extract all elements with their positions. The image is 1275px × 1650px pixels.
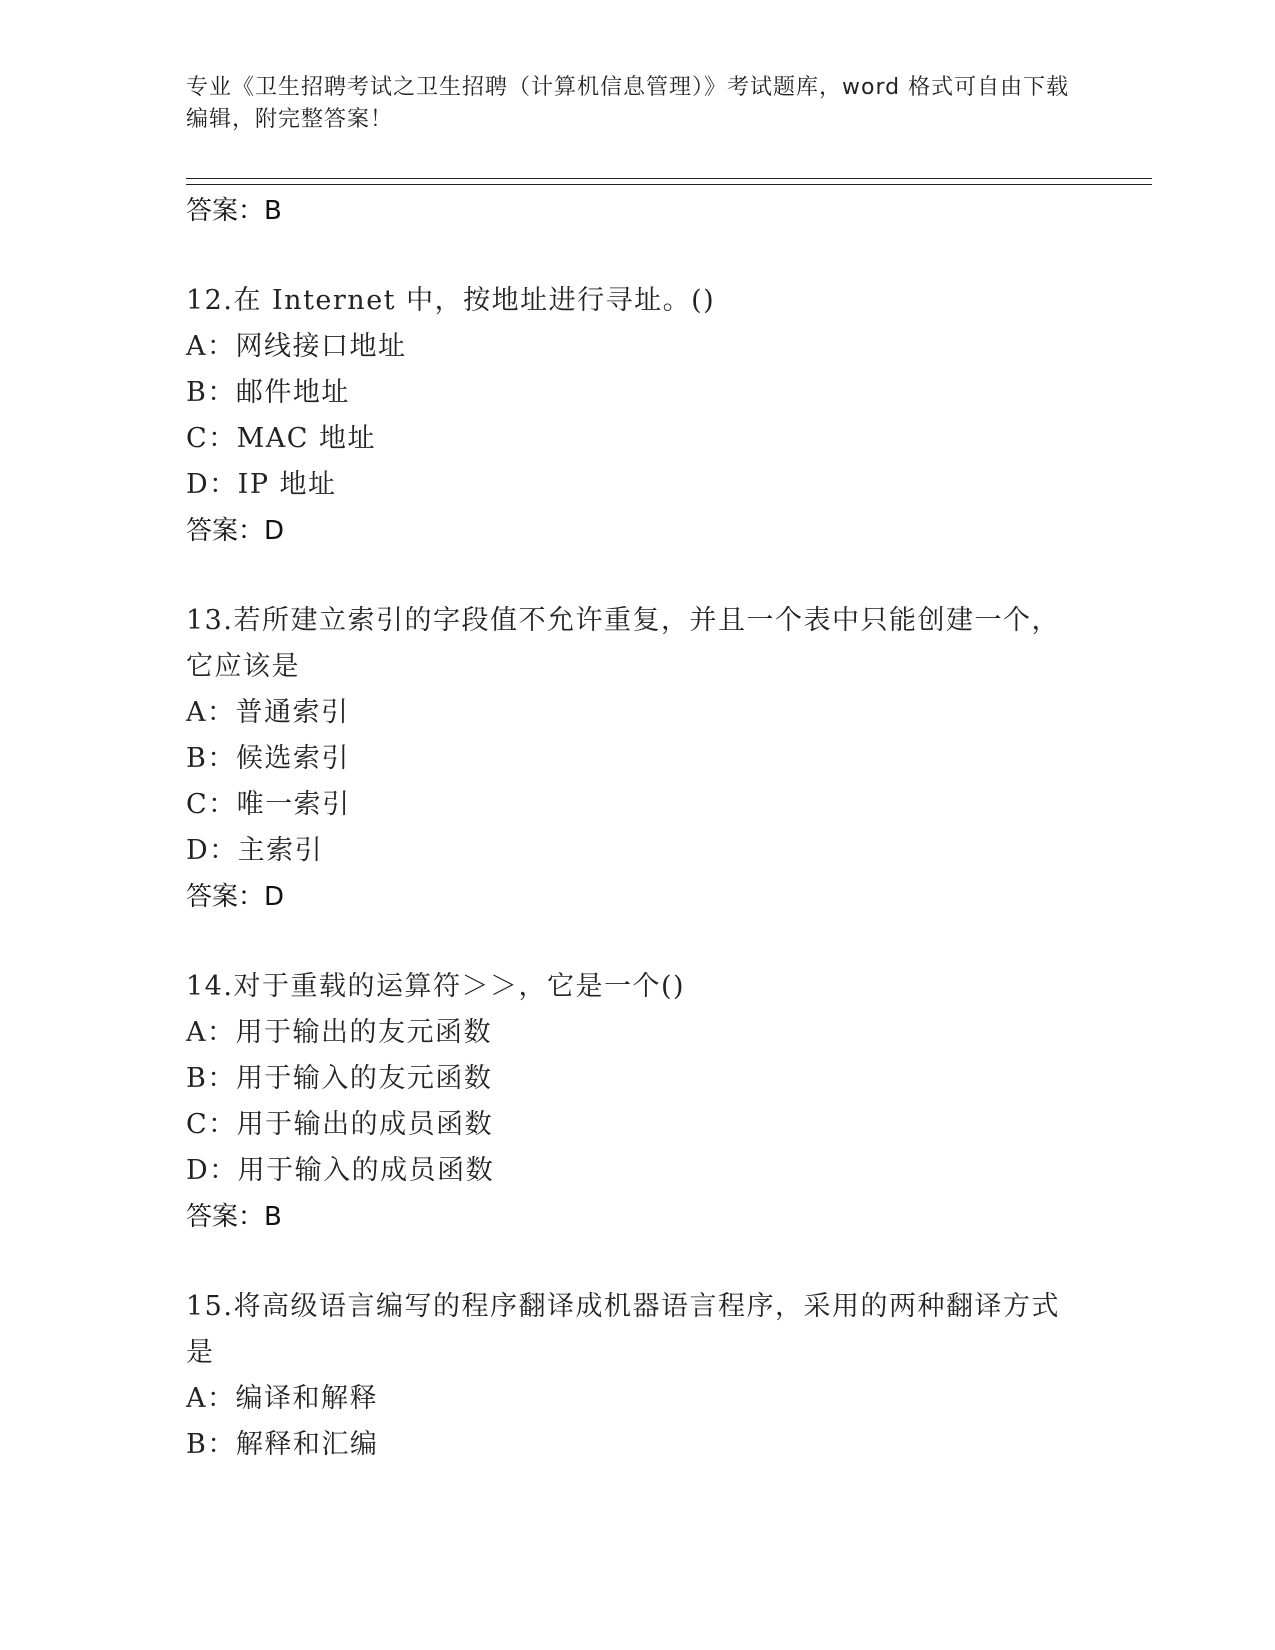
option-b: B：解释和汇编 xyxy=(186,1429,379,1460)
option-d: D：IP 地址 xyxy=(186,469,337,500)
question-block-14 xyxy=(186,964,1086,1240)
option-b: B：用于输入的友元函数 xyxy=(186,1063,493,1094)
option-a: A：用于输出的友元函数 xyxy=(186,1017,492,1048)
document-header: 专业《卫生招聘考试之卫生招聘（计算机信息管理）》考试题库，word 格式可自由下载编辑，附完整答案！ xyxy=(186,75,1070,132)
question-stem: 14.对于重载的运算符＞＞，它是一个() xyxy=(186,971,686,1002)
question-stem: 15.将高级语言编写的程序翻译成机器语言程序，采用的两种翻译方式是 xyxy=(186,1291,1060,1368)
option-d: D：用于输入的成员函数 xyxy=(186,1155,495,1186)
spacer xyxy=(186,920,1086,964)
question-block-13 xyxy=(186,598,1086,920)
document-content xyxy=(186,188,1086,1468)
answer-line: 答案：D xyxy=(186,516,285,546)
option-a: A：网线接口地址 xyxy=(186,331,407,362)
option-a: A：普通索引 xyxy=(186,697,350,728)
answer-line: 答案：D xyxy=(186,882,285,912)
option-b: B：邮件地址 xyxy=(186,377,350,408)
answer-line: 答案：B xyxy=(186,1202,282,1232)
spacer xyxy=(186,234,1086,278)
question-block-12 xyxy=(186,278,1086,554)
question-block-15 xyxy=(186,1284,1086,1468)
option-c: C：MAC 地址 xyxy=(186,423,377,454)
option-c: C：唯一索引 xyxy=(186,789,351,820)
option-b: B：候选索引 xyxy=(186,743,350,774)
question-stem: 12.在 Internet 中，按地址进行寻址。() xyxy=(186,285,716,316)
question-stem: 13.若所建立索引的字段值不允许重复，并且一个表中只能创建一个，它应该是 xyxy=(186,605,1060,682)
answer-line: 答案：B xyxy=(186,196,282,226)
option-c: C：用于输出的成员函数 xyxy=(186,1109,494,1140)
spacer xyxy=(186,554,1086,598)
option-a: A：编译和解释 xyxy=(186,1383,378,1414)
spacer xyxy=(186,1240,1086,1284)
header-double-rule xyxy=(186,178,1152,185)
option-d: D：主索引 xyxy=(186,835,324,866)
